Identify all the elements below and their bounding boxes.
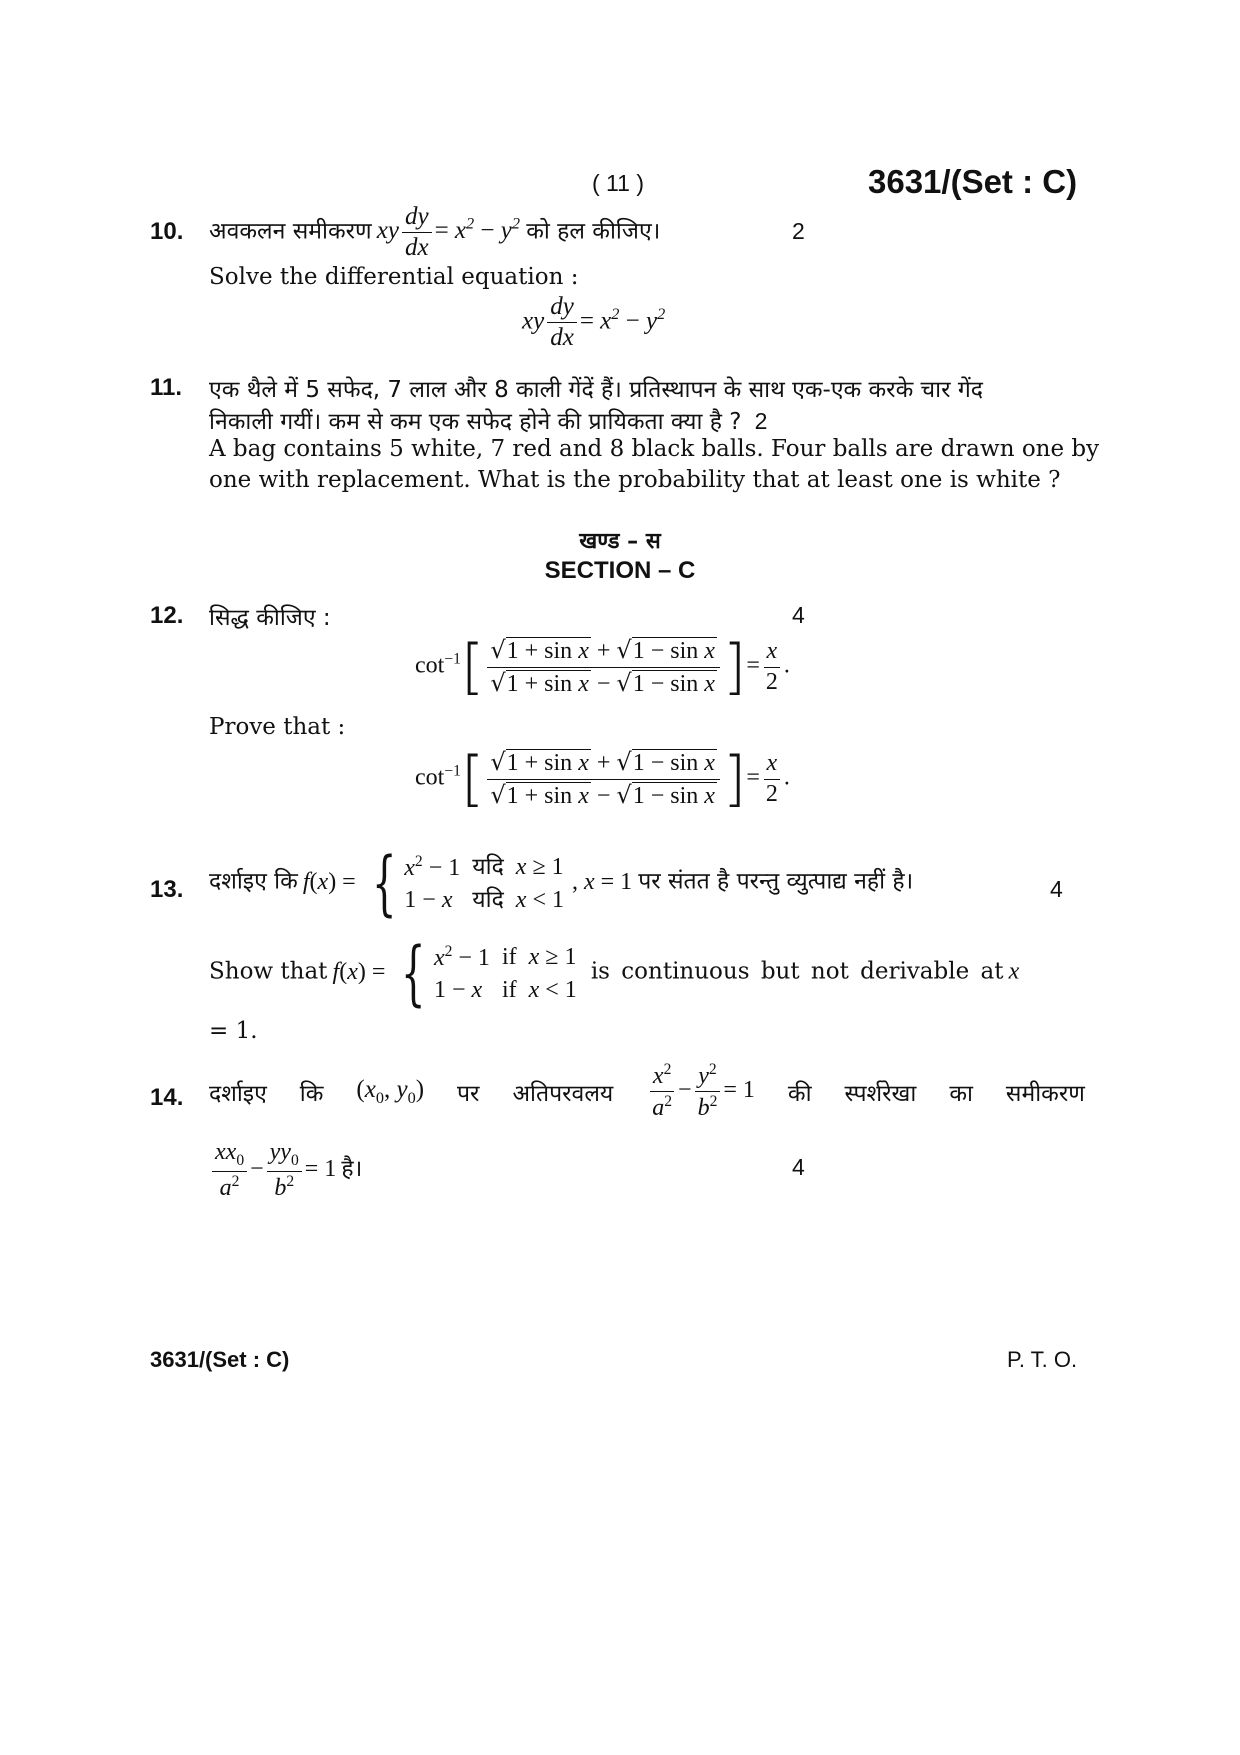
question-14-hindi-line1 <box>209 1062 1085 1121</box>
q14-word-2: कि <box>299 1080 324 1107</box>
q14-word-7: का <box>949 1080 973 1107</box>
question-10-hindi-after: को हल कीजिए। <box>526 218 661 245</box>
q13-hindi-if-1: यदि <box>472 854 504 880</box>
q14-point: ($x_0$, $y_0$) <box>356 1075 425 1107</box>
q10-equation-display: xy $\frac{dy}{dx}$ = $x^2 - y^2$ <box>522 293 666 352</box>
q14-word-8: समीकरण <box>1005 1080 1085 1107</box>
question-11-marks: 2 <box>754 408 768 434</box>
question-10-hindi <box>209 204 660 262</box>
question-14-number: 14. <box>150 1084 184 1111</box>
paper-code-header: 3631/(Set : C) <box>868 163 1078 200</box>
q14-word-3: पर <box>456 1080 480 1107</box>
page-number: ( 11 ) <box>592 170 644 196</box>
q13-english-if-2: if <box>501 976 517 1003</box>
question-13-english-end: = 1. <box>209 1018 258 1044</box>
q12-equation-english: $\cot^{-1}$[ $\frac{\text{√1 + sin x + √1 − sin x}}{\text{√1 + sin x − √1 − sin x}}$ ]= $\frac{x}{2}$ . <box>415 744 790 814</box>
question-13-number: 13. <box>150 876 184 903</box>
question-10-marks: 2 <box>792 218 805 244</box>
question-12-marks: 4 <box>792 602 805 628</box>
question-13-hindi <box>209 842 914 924</box>
q14-hyperbola: $\frac{x^2}{a^2}$ − $\frac{y^2}{b^2}$ = 1 <box>646 1062 755 1121</box>
question-14-marks: 4 <box>792 1154 805 1180</box>
q14-word-5: की <box>787 1080 812 1107</box>
q14-end: है। <box>341 1156 363 1183</box>
question-13-english-prefix: Show that <box>209 958 328 985</box>
question-10-number: 10. <box>150 218 184 245</box>
question-11-hindi-line2: निकाली गयीं। कम से कम एक सफेद होने की प्रायिकता क्या है ? <box>209 409 742 435</box>
section-heading-hindi: खण्ड – स <box>579 529 661 554</box>
pto-label: P. T. O. <box>1007 1347 1078 1372</box>
question-13-hindi-suffix: पर संतत है परन्तु व्युत्पाद्य नहीं है। <box>638 868 914 895</box>
q14-word-1: दर्शाइए <box>209 1080 267 1107</box>
q12-equation-hindi: $\cot^{-1}$[ $\frac{\text{√1 + sin x + √1 − sin x}}{\text{√1 + sin x − √1 − sin x}}$ ]= $\frac{x}{2}$ . <box>415 632 790 702</box>
question-10-english: Solve the differential equation : <box>209 264 579 290</box>
question-10-hindi-before: अवकलन समीकरण <box>209 218 372 245</box>
section-heading-english: SECTION – C <box>544 557 696 584</box>
paper-code-footer: 3631/(Set : C) <box>150 1347 290 1372</box>
question-13-hindi-prefix: दर्शाइए कि <box>209 868 298 895</box>
q13-hindi-if-2: यदि <box>472 886 504 913</box>
question-13-marks: 4 <box>1050 876 1063 902</box>
q13-function-english: f(x) = { $x^2 - 1$ if x ≥ 1 1 − x if x < 1 <box>332 932 577 1014</box>
q10-equation-inline: xy $\frac{dy}{dx}$ = $x^2 - y^2$ <box>376 203 520 262</box>
question-11-number: 11. <box>150 374 183 401</box>
question-13-english: Show that f(x) = { $x^2 - 1$ if x ≥ 1 1 − x if x < 1 is continuous but not derivable at x <box>209 932 1020 1014</box>
question-14-hindi-line2 <box>209 1140 362 1201</box>
question-13-english-suffix: is continuous but not derivable at <box>590 958 1004 985</box>
q13-function-hindi: f(x) = { $x^2 - 1$ यदि x ≥ 1 1 − x यदि x < 1 , x = 1 <box>302 842 633 924</box>
question-12-hindi: सिद्ध कीजिए : <box>209 605 331 631</box>
question-11-english-line2: one with replacement. What is the probability that at least one is white ? <box>209 467 1061 493</box>
q14-word-6: स्पर्शरेखा <box>844 1080 917 1107</box>
q13-english-if-1: if <box>501 944 517 970</box>
q14-word-4: अतिपरवलय <box>512 1080 614 1107</box>
question-11-english-line1: A bag contains 5 white, 7 red and 8 black balls. Four balls are drawn one by <box>209 436 1100 462</box>
question-11-hindi-line2-wrap <box>209 404 767 436</box>
question-11-hindi-line1: एक थैले में 5 सफेद, 7 लाल और 8 काली गेंदें हैं। प्रतिस्थापन के साथ एक-एक करके चार गेंद <box>209 377 983 403</box>
question-12-number: 12. <box>150 602 184 629</box>
question-12-english: Prove that : <box>209 714 346 740</box>
q14-tangent-equation: $\frac{xx_0}{a^2}$ − $\frac{yy_0}{b^2}$ = 1 <box>209 1156 336 1182</box>
